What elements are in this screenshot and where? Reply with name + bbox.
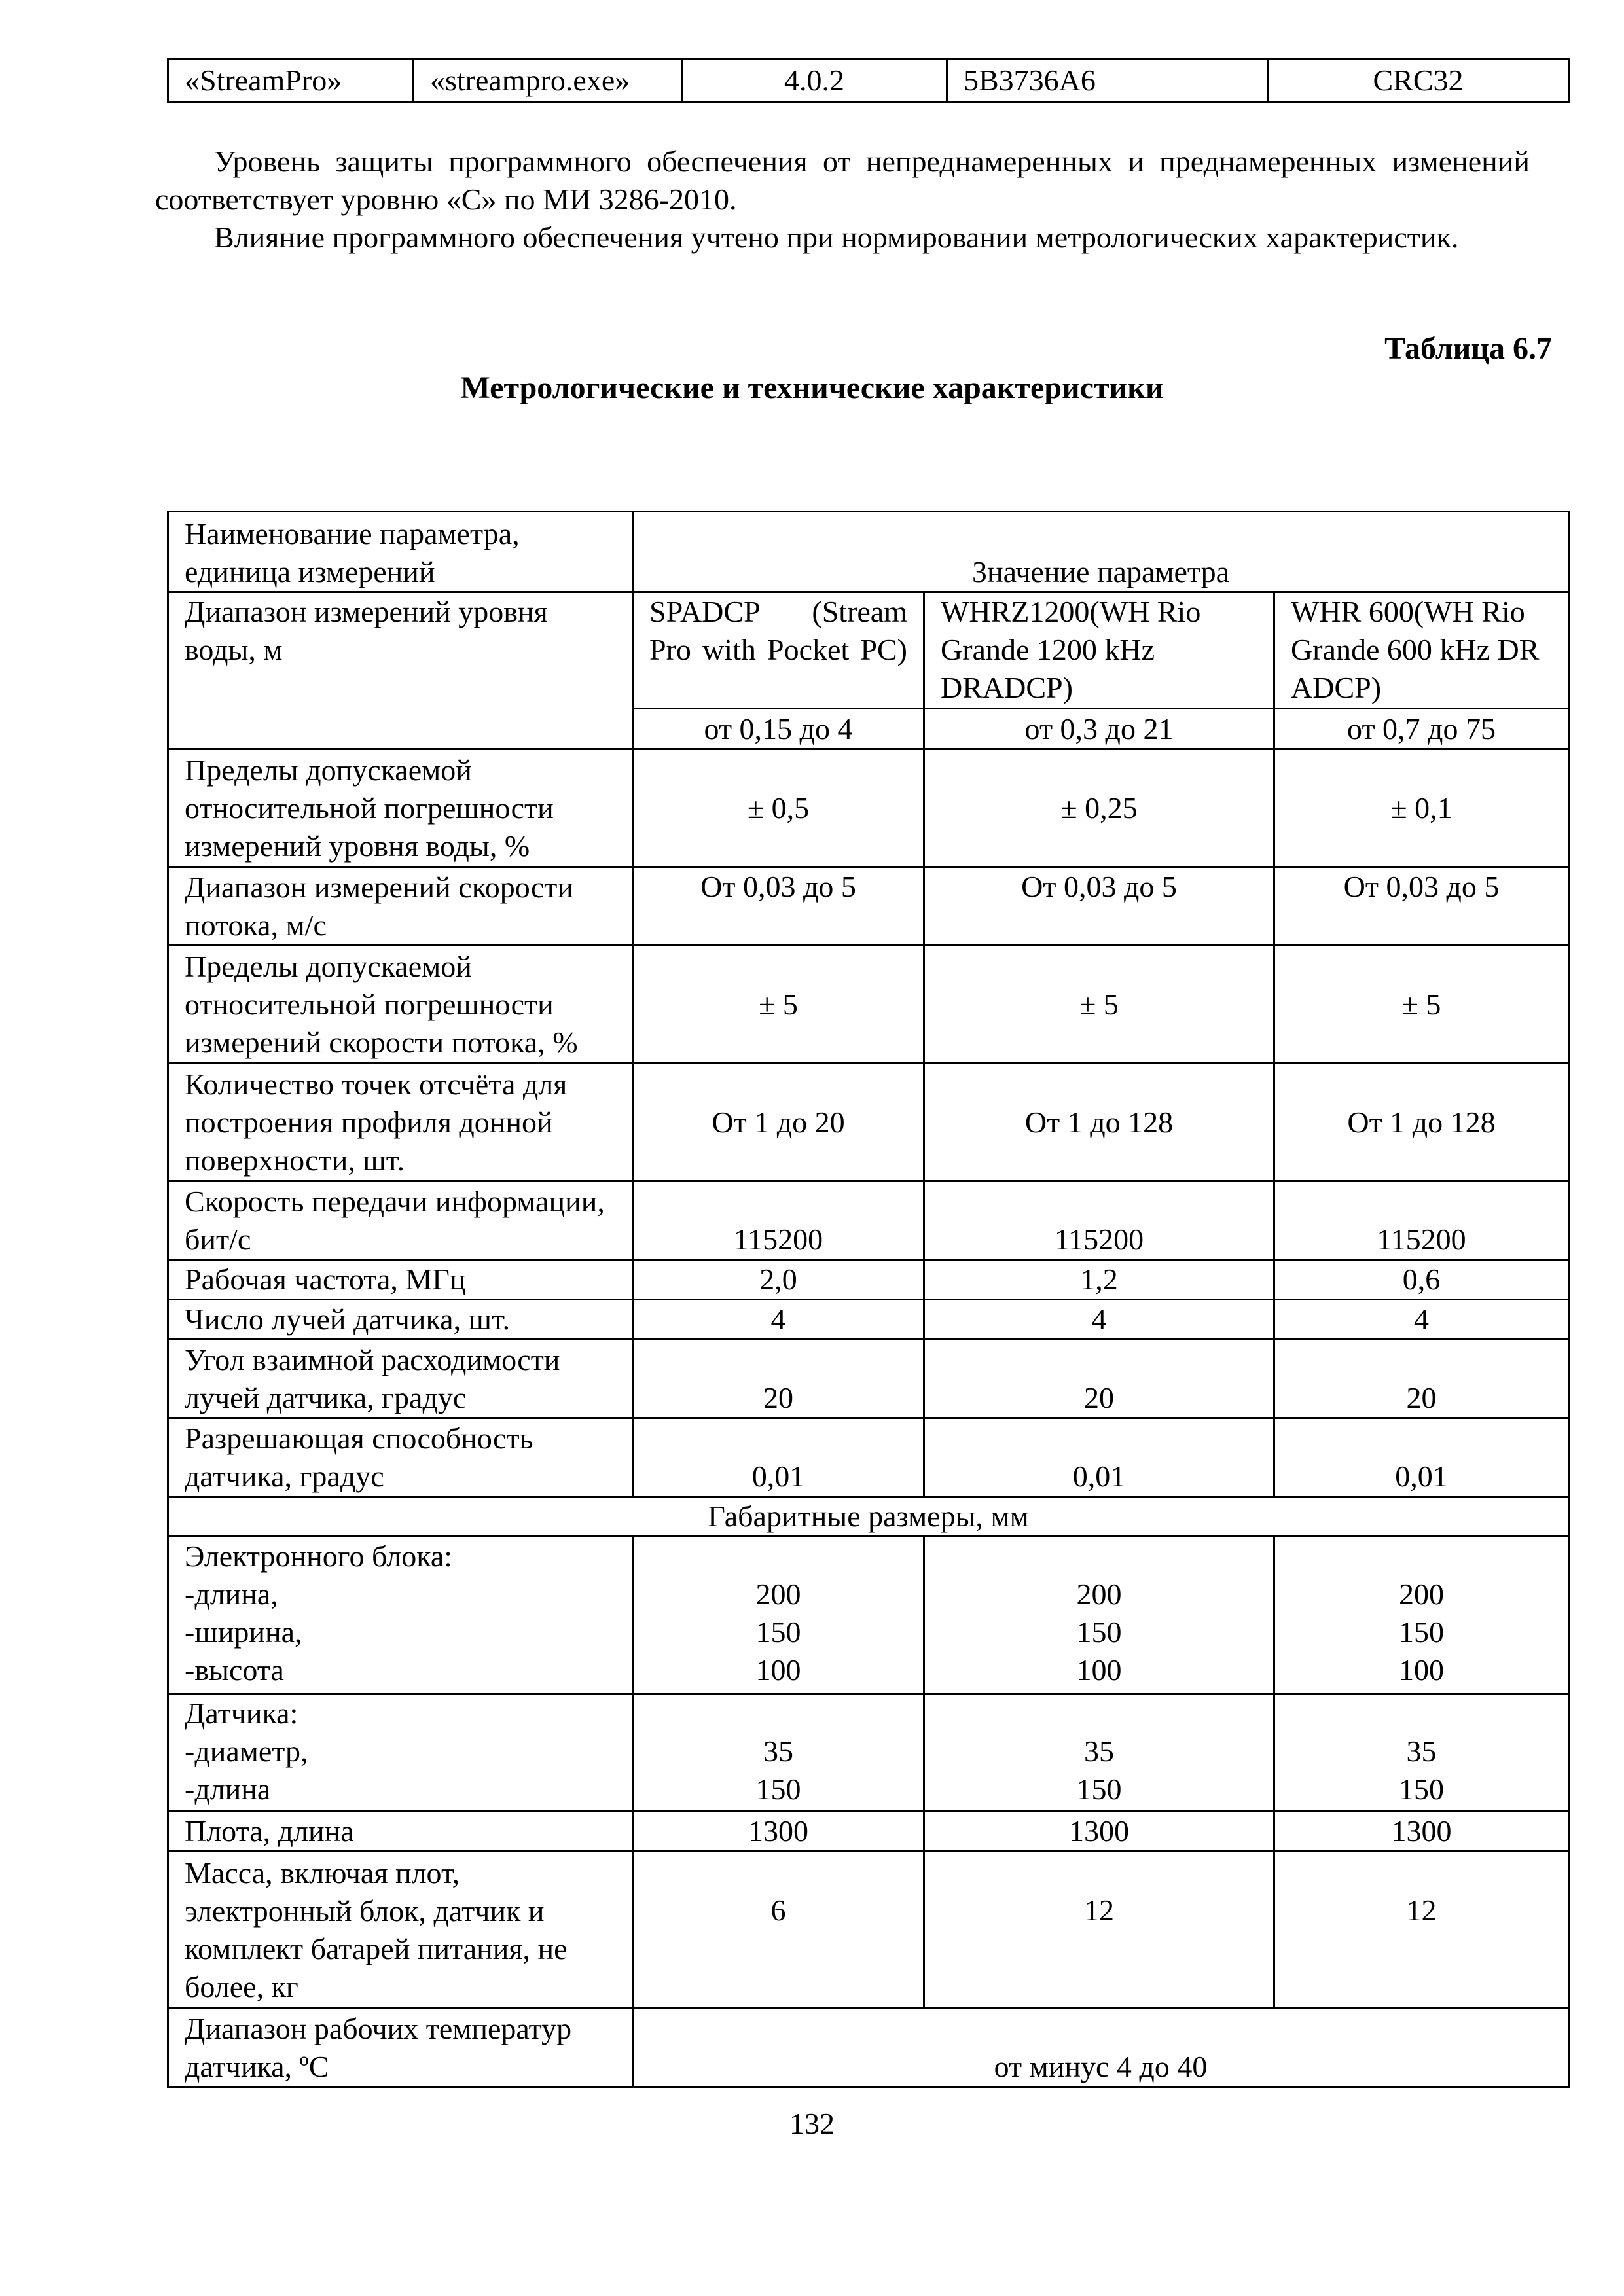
- speed-error-1: ± 5: [633, 946, 924, 1064]
- sensor-diameter-label: -диаметр,: [185, 1734, 308, 1768]
- sensor-diameter-2: 35: [1084, 1734, 1114, 1768]
- table-row: [168, 1694, 1569, 1812]
- beams-3: 4: [1274, 1300, 1569, 1340]
- freq-2: 1,2: [924, 1260, 1274, 1300]
- temp-label: Диапазон рабочих температур датчика, ºС: [168, 2009, 633, 2087]
- sensor-values-1: [633, 1694, 924, 1812]
- electronics-height-1: 100: [755, 1653, 801, 1687]
- resolution-2: 0,01: [924, 1418, 1274, 1497]
- mass-3: 12: [1274, 1852, 1569, 2009]
- software-id-row: [168, 59, 1569, 103]
- raft-label: Плота, длина: [168, 1812, 633, 1852]
- electronics-width-3: 150: [1399, 1615, 1444, 1649]
- software-algorithm: CRC32: [1268, 59, 1569, 103]
- temp-value: от минус 4 до 40: [633, 2009, 1569, 2087]
- angle-label: Угол взаимной расходимости лучей датчика, градус: [168, 1340, 633, 1418]
- speed-error-3: ± 5: [1274, 946, 1569, 1064]
- speed-range-1: От 0,03 до 5: [633, 867, 924, 946]
- electronics-length-2: 200: [1076, 1577, 1122, 1611]
- angle-2: 20: [924, 1340, 1274, 1418]
- electronics-width-2: 150: [1076, 1615, 1122, 1649]
- baud-2: 115200: [924, 1181, 1274, 1260]
- resolution-1: 0,01: [633, 1418, 924, 1497]
- angle-3: 20: [1274, 1340, 1569, 1418]
- software-name: «StreamPro»: [168, 59, 414, 103]
- table-row: [168, 1852, 1569, 2009]
- points-1: От 1 до 20: [633, 1064, 924, 1181]
- speed-error-2: ± 5: [924, 946, 1274, 1064]
- influence-text: Влияние программного обеспечения учтено при нормировании метрологических характеристик.: [214, 221, 1459, 254]
- freq-1: 2,0: [633, 1260, 924, 1300]
- level-error-3: ± 0,1: [1274, 749, 1569, 867]
- mass-1: 6: [633, 1852, 924, 2009]
- sensor-diameter-3: 35: [1406, 1734, 1437, 1768]
- sensor-values-2: [924, 1694, 1274, 1812]
- table-row: [168, 946, 1569, 1064]
- resolution-3: 0,01: [1274, 1418, 1569, 1497]
- software-id-table: [167, 58, 1570, 103]
- table-row: [168, 592, 1569, 709]
- characteristics-table: [167, 511, 1570, 2088]
- beams-label: Число лучей датчика, шт.: [168, 1300, 633, 1340]
- points-2: От 1 до 128: [924, 1064, 1274, 1181]
- sensor-title: Датчика:: [185, 1696, 298, 1730]
- page-number: 132: [789, 2107, 835, 2140]
- raft-3: 1300: [1274, 1812, 1569, 1852]
- mass-2: 12: [924, 1852, 1274, 2009]
- table-row: [168, 1181, 1569, 1260]
- baud-1: 115200: [633, 1181, 924, 1260]
- electronics-width-label: -ширина,: [185, 1615, 302, 1649]
- table-header-row: [168, 512, 1569, 592]
- baud-label: Скорость передачи информации, бит/с: [168, 1181, 633, 1260]
- sensor-length-3: 150: [1399, 1772, 1444, 1806]
- raft-1: 1300: [633, 1812, 924, 1852]
- points-label: Количество точек отсчёта для построения профиля донной поверхности, шт.: [168, 1064, 633, 1181]
- influence-paragraph: [155, 219, 1530, 257]
- table-row: [168, 1812, 1569, 1852]
- dims-header: Габаритные размеры, мм: [168, 1497, 1569, 1537]
- electronics-length-1: 200: [755, 1577, 801, 1611]
- electronics-length-3: 200: [1399, 1577, 1444, 1611]
- electronics-height-2: 100: [1076, 1653, 1122, 1687]
- sensor-diameter-1: 35: [763, 1734, 793, 1768]
- software-version: 4.0.2: [682, 59, 947, 103]
- level-range-label: Диапазон измерений уровня воды, м: [168, 592, 633, 749]
- model-3-name: WHR 600(WH Rio Grande 600 kHz DR ADCP): [1274, 592, 1569, 709]
- table-row: [168, 1497, 1569, 1537]
- speed-error-label: Пределы допускаемой относительной погрешности измерений скорости потока, %: [168, 946, 633, 1064]
- sensor-values-3: [1274, 1694, 1569, 1812]
- protection-paragraph: [155, 143, 1530, 219]
- level-error-2: ± 0,25: [924, 749, 1274, 867]
- level-range-3: от 0,7 до 75: [1274, 709, 1569, 749]
- angle-1: 20: [633, 1340, 924, 1418]
- software-checksum: 5B3736A6: [947, 59, 1268, 103]
- header-value: Значение параметра: [633, 512, 1569, 592]
- software-file: «streampro.exe»: [414, 59, 682, 103]
- table-row: [168, 2009, 1569, 2087]
- electronics-height-label: -высота: [185, 1653, 284, 1687]
- electronics-values-1: [633, 1537, 924, 1694]
- table-title: Метрологические и технические характеристики: [460, 370, 1164, 405]
- table-row: [168, 1300, 1569, 1340]
- electronics-length-label: -длина,: [185, 1577, 278, 1611]
- sensor-length-2: 150: [1076, 1772, 1122, 1806]
- electronics-width-1: 150: [755, 1615, 801, 1649]
- sensor-length-1: 150: [755, 1772, 801, 1806]
- electronics-values-3: [1274, 1537, 1569, 1694]
- electronics-label: [168, 1537, 633, 1694]
- model-2-name: WHRZ1200(WH Rio Grande 1200 kHz DRADCP): [924, 592, 1274, 709]
- table-row: [168, 1537, 1569, 1694]
- electronics-title: Электронного блока:: [185, 1539, 453, 1573]
- points-3: От 1 до 128: [1274, 1064, 1569, 1181]
- table-row: [168, 1064, 1569, 1181]
- electronics-height-3: 100: [1399, 1653, 1444, 1687]
- level-range-2: от 0,3 до 21: [924, 709, 1274, 749]
- raft-2: 1300: [924, 1812, 1274, 1852]
- freq-label: Рабочая частота, МГц: [168, 1260, 633, 1300]
- electronics-values-2: [924, 1537, 1274, 1694]
- speed-range-3: От 0,03 до 5: [1274, 867, 1569, 946]
- table-row: [168, 1418, 1569, 1497]
- header-param: Наименование параметра, единица измерений: [168, 512, 633, 592]
- table-row: [168, 1340, 1569, 1418]
- speed-range-label: Диапазон измерений скорости потока, м/с: [168, 867, 633, 946]
- model-1-name: SPADCP (Stream Pro with Pocket PC): [633, 592, 924, 709]
- freq-3: 0,6: [1274, 1260, 1569, 1300]
- baud-3: 115200: [1274, 1181, 1569, 1260]
- level-error-label: Пределы допускаемой относительной погрешности измерений уровня воды, %: [168, 749, 633, 867]
- level-range-1: от 0,15 до 4: [633, 709, 924, 749]
- table-row: [168, 1260, 1569, 1300]
- speed-range-2: От 0,03 до 5: [924, 867, 1274, 946]
- beams-1: 4: [633, 1300, 924, 1340]
- table-row: [168, 749, 1569, 867]
- sensor-length-label: -длина: [185, 1772, 271, 1806]
- table-row: [168, 867, 1569, 946]
- sensor-label: [168, 1694, 633, 1812]
- mass-label: Масса, включая плот, электронный блок, датчик и комплект батарей питания, не более, кг: [168, 1852, 633, 2009]
- table-number: Таблица 6.7: [1384, 331, 1552, 366]
- beams-2: 4: [924, 1300, 1274, 1340]
- level-error-1: ± 0,5: [633, 749, 924, 867]
- protection-text: Уровень защиты программного обеспечения от непреднамеренных и преднамеренных изменений соответствует уровню «С» по МИ 3286-2010.: [155, 145, 1530, 216]
- resolution-label: Разрешающая способность датчика, градус: [168, 1418, 633, 1497]
